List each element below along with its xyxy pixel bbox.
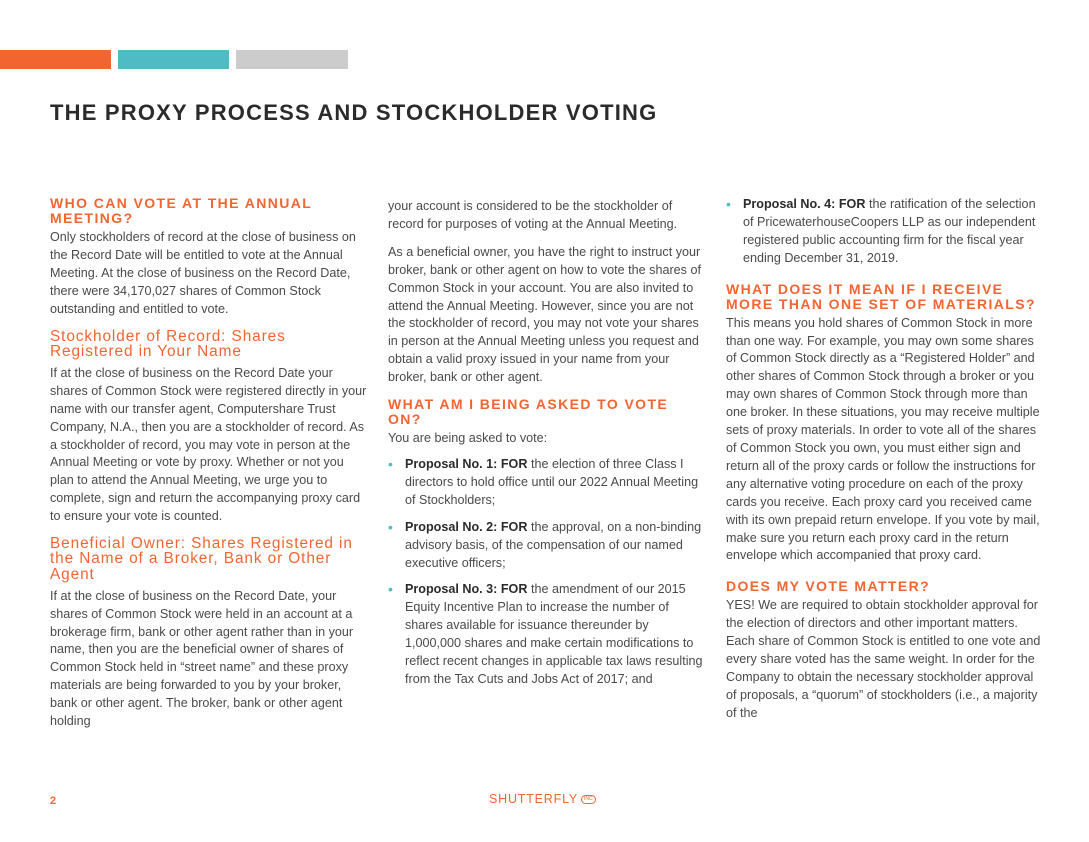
list-item bbox=[388, 456, 706, 510]
proposal-label: Proposal No. 2: FOR bbox=[405, 519, 528, 534]
list-item bbox=[388, 581, 706, 688]
heading-stockholder-of-record: Stockholder of Record: Shares Registered in Your Name bbox=[50, 327, 286, 360]
paragraph-being-asked: You are being asked to vote: bbox=[388, 431, 548, 446]
proposal-label: Proposal No. 1: FOR bbox=[405, 456, 528, 471]
logo-inc-badge: INC bbox=[581, 795, 596, 804]
heading-beneficial-owner: Beneficial Owner: Shares Registered in the Name of a Broker, Bank or Other Agent bbox=[50, 535, 353, 583]
paragraph-beneficial-owner: If at the close of business on the Record Date, your shares of Common Stock were held in an account at a brokerage firm, bank or other agent rather than in your name, then you are the beneficial owner of shares of Common Stock held in “street name” and these proxy materials are being forwarded to you by your broker, bank or other agent. The broker, bank or other agent holding bbox=[50, 588, 354, 729]
logo-wordmark: SHUTTERFLY bbox=[489, 792, 579, 806]
column-3 bbox=[726, 196, 1044, 733]
proposal-label: Proposal No. 4: FOR bbox=[743, 197, 866, 211]
heading-being-asked: WHAT AM I BEING ASKED TO VOTE ON? bbox=[388, 396, 669, 428]
paragraph-continued: your account is considered to be the stockholder of record for purposes of voting at the Annual Meeting. bbox=[388, 199, 678, 231]
proposal-text: the election of three Class I directors to hold office until our 2022 Annual Meeting of Stockholders; bbox=[405, 456, 699, 507]
shutterfly-logo bbox=[489, 792, 596, 806]
column-1 bbox=[50, 196, 368, 741]
proposal-label: Proposal No. 3: FOR bbox=[405, 582, 528, 597]
header-bar-gray bbox=[236, 50, 348, 69]
proposal-list-continued bbox=[726, 196, 1044, 268]
list-item bbox=[726, 196, 1044, 268]
page-title: THE PROXY PROCESS AND STOCKHOLDER VOTING bbox=[50, 100, 658, 125]
paragraph-who-can-vote: Only stockholders of record at the close of business on the Record Date will be entitled to vote at the Annual Meeting. At the close of business on the Record Date, there were 34,170,027 shares of Common Stock outstanding and entitled to vote. bbox=[50, 230, 356, 316]
header-bar-teal bbox=[118, 50, 229, 69]
heading-multiple-sets: WHAT DOES IT MEAN IF I RECEIVE MORE THAN ONE SET OF MATERIALS? bbox=[726, 280, 1036, 312]
header-bar-orange bbox=[0, 50, 111, 69]
proposal-text: the amendment of our 2015 Equity Incentive Plan to increase the number of shares available for issuance thereunder by 1,000,000 shares and make certain modifications to reflect recent changes in applicable tax laws resulting from the Tax Cuts and Jobs Act of 2017; and bbox=[405, 582, 703, 686]
paragraph-multiple-sets: This means you hold shares of Common Stock in more than one way. For example, you may own some shares of Common Stock directly as a “Registered Holder” and other shares of Common Stock through a broker or you may own shares of Common Stock through more than one broker. In these situations, you may receive multiple sets of proxy materials. In order to vote all of the shares of Common Stock you own, you must either sign and return all of the proxy cards or follow the instructions for any alternative voting procedure on each of the proxy cards you receive. Each proxy card you received came with its own prepaid return envelope. If you vote by mail, make sure you return each proxy card in the return envelope which accompanied that proxy card. bbox=[726, 315, 1040, 563]
column-2 bbox=[388, 198, 706, 701]
heading-who-can-vote: WHO CAN VOTE AT THE ANNUAL MEETING? bbox=[50, 195, 312, 226]
proposal-list bbox=[388, 456, 706, 689]
list-item bbox=[388, 519, 706, 573]
paragraph-stockholder-of-record: If at the close of business on the Record Date your shares of Common Stock were registered directly in your name with our transfer agent, Computershare Trust Company, N.A., then you are a stockholder of record. As a stockholder of record, you may vote in person at the Annual Meeting or vote by proxy. Whether or not you plan to attend the Annual Meeting, we urge you to complete, sign and return the accompanying proxy card to ensure your vote is counted. bbox=[50, 365, 367, 524]
page-number: 2 bbox=[50, 795, 57, 807]
paragraph-vote-matter: YES! We are required to obtain stockholder approval for the election of directors and other important matters. Each share of Common Stock is entitled to one vote and every share voted has the same weight. In order for the Company to obtain the necessary stockholder approval of proposals, a “quorum” of stockholders (i.e., a majority of the bbox=[726, 598, 1041, 720]
proposal-text: the approval, on a non-binding advisory basis, of the compensation of our named executive officers; bbox=[405, 519, 702, 570]
proposal-text: the ratification of the selection of PricewaterhouseCoopers LLP as our independent registered public accounting firm for the fiscal year ending December 31, 2019. bbox=[743, 197, 1036, 265]
paragraph-beneficial-rights: As a beneficial owner, you have the right to instruct your broker, bank or other agent on how to vote the shares of Common Stock in your account. You are also invited to attend the Annual Meeting. However, since you are not the stockholder of record, you may not vote your shares in person at the Annual Meeting unless you request and obtain a valid proxy issued in your name from your broker, bank or other agent. bbox=[388, 244, 701, 385]
heading-vote-matter: DOES MY VOTE MATTER? bbox=[726, 578, 931, 595]
